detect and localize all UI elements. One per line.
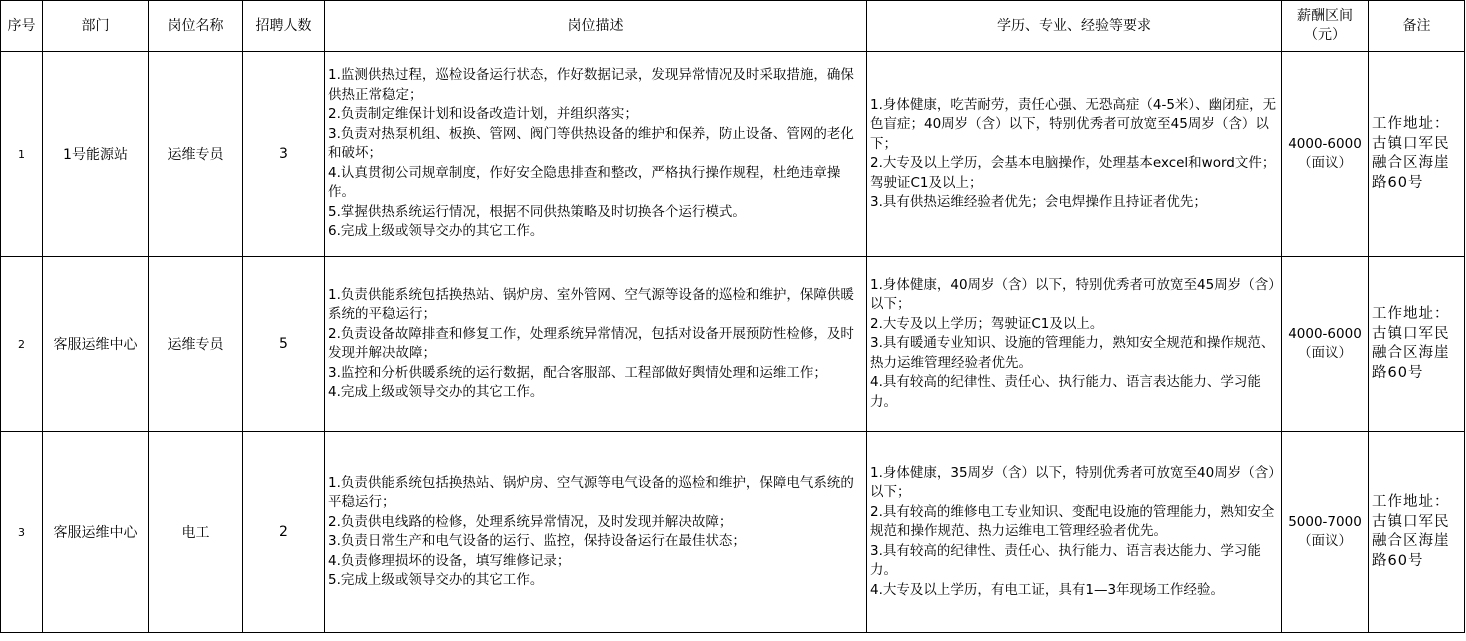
header-row xyxy=(1,1,1465,52)
description-item: 1.负责供能系统包括换热站、锅炉房、室外管网、空气源等设备的巡检和维护，保障供暖系统的平稳运行； xyxy=(328,286,854,322)
cell-count: 2 xyxy=(243,432,325,633)
requirement-item: 1.身体健康，吃苦耐劳，责任心强、无恐高症（4-5米）、幽闭症，无色盲症；40周岁（含）以下，特别优秀者可放宽至45周岁（含）以下； xyxy=(870,96,1277,152)
requirement-item: 3.具有供热运维经验者优先；会电焊操作且持证者优先； xyxy=(870,194,1207,210)
cell-dept: 客服运维中心 xyxy=(43,432,149,633)
table-row xyxy=(1,257,1465,432)
cell-seq: 1 xyxy=(1,52,43,257)
requirement-item: 2.大专及以上学历，会基本电脑操作，处理基本excel和word文件；驾驶证C1及以上； xyxy=(870,155,1276,191)
description-item: 4.完成上级或领导交办的其它工作。 xyxy=(328,384,544,400)
table-row xyxy=(1,432,1465,633)
requirement-item: 2.具有较高的维修电工专业知识、变配电设施的管理能力，熟知安全规范和操作规范、热力运维电工管理经验者优先。 xyxy=(870,503,1275,540)
cell-count: 3 xyxy=(243,52,325,257)
description-item: 1.监测供热过程，巡检设备运行状态，作好数据记录，发现异常情况及时采取措施，确保供热正常稳定； xyxy=(328,67,854,103)
header-count: 招聘人数 xyxy=(243,1,325,52)
cell-count: 5 xyxy=(243,257,325,432)
table-row xyxy=(1,52,1465,257)
description-item: 4.负责修理损坏的设备，填写维修记录； xyxy=(328,552,571,569)
cell-salary: 4000-6000（面议） xyxy=(1282,52,1369,257)
cell-remark: 工作地址：古镇口军民融合区海崖路60号 xyxy=(1369,432,1465,633)
requirement-item: 1.身体健康，40周岁（含）以下，特别优秀者可放宽至45周岁（含）以下； xyxy=(870,276,1275,313)
header-seq: 序号 xyxy=(1,1,43,52)
header-remark: 备注 xyxy=(1369,1,1465,52)
cell-salary: 5000-7000（面议） xyxy=(1282,432,1369,633)
header-description: 岗位描述 xyxy=(325,1,867,52)
cell-seq: 2 xyxy=(1,257,43,432)
description-item: 2.负责制定维保计划和设备改造计划，并组织落实； xyxy=(328,106,638,123)
header-requirements: 学历、专业、经验等要求 xyxy=(867,1,1282,52)
requirement-item: 2.大专及以上学历；驾驶证C1及以上。 xyxy=(870,315,1104,332)
cell-requirements xyxy=(867,257,1282,432)
cell-requirements xyxy=(867,52,1282,257)
description-item: 2.负责设备故障排查和修复工作，处理系统异常情况，包括对设备开展预防性检修，及时发现并解决故障； xyxy=(328,325,854,361)
description-item: 4.认真贯彻公司规章制度，作好安全隐患排查和整改，严格执行操作规程，杜绝违章操作。 xyxy=(328,164,841,201)
cell-position: 运维专员 xyxy=(149,257,243,432)
description-item: 5.完成上级或领导交办的其它工作。 xyxy=(328,572,544,588)
cell-salary: 4000-6000（面议） xyxy=(1282,257,1369,432)
description-item: 3.负责日常生产和电气设备的运行、监控，保持设备运行在最佳状态； xyxy=(328,533,746,549)
requirement-item: 1.身体健康，35周岁（含）以下，特别优秀者可放宽至40周岁（含）以下； xyxy=(870,464,1275,501)
requirement-item: 4.大专及以上学历，有电工证，具有1—3年现场工作经验。 xyxy=(870,581,1225,598)
cell-seq: 3 xyxy=(1,432,43,633)
cell-requirements xyxy=(867,432,1282,633)
cell-remark: 工作地址：古镇口军民融合区海崖路60号 xyxy=(1369,52,1465,257)
cell-dept: 1号能源站 xyxy=(43,52,149,257)
requirement-item: 3.具有较高的纪律性、责任心、执行能力、语言表达能力、学习能力。 xyxy=(870,542,1261,579)
description-item: 3.监控和分析供暖系统的运行数据，配合客服部、工程部做好舆情处理和运维工作； xyxy=(328,364,827,381)
cell-position: 电工 xyxy=(149,432,243,633)
header-dept: 部门 xyxy=(43,1,149,52)
description-item: 1.负责供能系统包括换热站、锅炉房、空气源等电气设备的巡检和维护，保障电气系统的平稳运行； xyxy=(328,474,854,510)
cell-position: 运维专员 xyxy=(149,52,243,257)
cell-description xyxy=(325,257,867,432)
cell-description xyxy=(325,432,867,633)
requirement-item: 3.具有暖通专业知识、设施的管理能力，熟知安全规范和操作规范、热力运维管理经验者优先。 xyxy=(870,335,1275,371)
description-item: 2.负责供电线路的检修，处理系统异常情况，及时发现并解决故障； xyxy=(328,513,733,530)
header-salary: 薪酬区间（元） xyxy=(1282,1,1369,52)
description-item: 3.负责对热泵机组、板换、管网、阀门等供热设备的维护和保养，防止设备、管网的老化和破坏； xyxy=(328,125,854,162)
cell-remark: 工作地址：古镇口军民融合区海崖路60号 xyxy=(1369,257,1465,432)
cell-description xyxy=(325,52,867,257)
cell-dept: 客服运维中心 xyxy=(43,257,149,432)
header-position: 岗位名称 xyxy=(149,1,243,52)
requirement-item: 4.具有较高的纪律性、责任心、执行能力、语言表达能力、学习能力。 xyxy=(870,374,1261,410)
description-item: 5.掌握供热系统运行情况，根据不同供热策略及时切换各个运行模式。 xyxy=(328,203,746,220)
description-item: 6.完成上级或领导交办的其它工作。 xyxy=(328,223,544,240)
